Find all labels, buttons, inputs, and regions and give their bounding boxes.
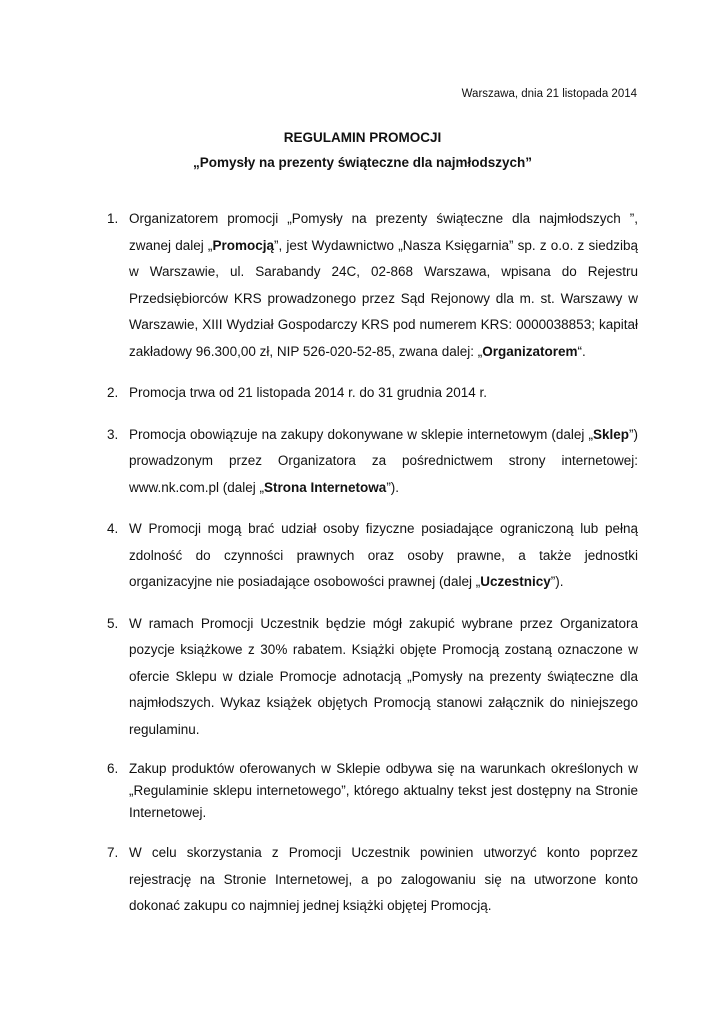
clause-number: 6.: [107, 761, 119, 776]
defined-term-organizator: Organizatorem: [482, 343, 578, 359]
clause-1: [107, 206, 638, 365]
clause-number: 4.: [107, 521, 119, 536]
document-title: REGULAMIN PROMOCJI: [283, 130, 442, 145]
clause-2: [107, 380, 638, 407]
clause-6: [107, 758, 638, 824]
date-line: Warszawa, dnia 21 listopada 2014: [461, 88, 637, 100]
defined-term-promocja: Promocją: [212, 237, 274, 253]
clause-number: 5.: [107, 615, 119, 631]
clause-text: Organizatorem promocji „Pomysły na prezenty świąteczne dla najmłodszych ”, zwanej dalej „: [129, 211, 638, 253]
clause-text: Promocja obowiązuje na zakupy dokonywane w sklepie internetowym (dalej „: [129, 426, 593, 442]
clause-text: W celu skorzystania z Promocji Uczestnik powinien utworzyć konto poprzez rejestrację na Stronie Internetowej, a po zalogowaniu się na utworzone konto dokonać zakupu co najmniej jednej książki objętej Promocją.: [129, 845, 638, 913]
clause-number: 7.: [107, 845, 119, 860]
clause-text: ”) prowadzonym przez Organizatora za pośrednictwem strony internetowej: www.nk.com.pl (dalej „: [129, 426, 638, 495]
clause-text: ”).: [386, 479, 400, 495]
defined-term-uczestnicy: Uczestnicy: [480, 574, 551, 589]
clause-text: Zakup produktów oferowanych w Sklepie odbywa się na warunkach określonych w „Regulaminie sklepu internetowego”, którego aktualny tekst jest dostępny na Stronie Internetowej.: [129, 761, 638, 820]
clause-text: ”, jest Wydawnictwo „Nasza Księgarnia” sp. z o.o. z siedzibą w Warszawie, ul. Sarabandy 24C, 02-868 Warszawa, wpisana do Rejestru Przedsiębiorców KRS prowadzonego przez Sąd Rejonowy dla m. st. Warszawy w Warszawie, XIII Wydział Gospodarczy KRS pod numerem KRS: 0000038853; kapitał zakładowy 96.300,00 zł, NIP 526-020-52-85, zwana dalej: „: [129, 237, 638, 359]
clause-text: Promocja trwa od 21 listopada 2014 r. do 31 grudnia 2014 r.: [129, 385, 487, 400]
clause-text: “.: [577, 343, 586, 359]
defined-term-sklep: Sklep: [592, 426, 629, 442]
clause-text: ”).: [550, 574, 564, 589]
clause-list: [107, 206, 638, 935]
clause-4: [107, 516, 638, 596]
document-subtitle: „Pomysły na prezenty świąteczne dla najmłodszych”: [192, 155, 533, 170]
clause-7: [107, 840, 638, 920]
clause-text: W Promocji mogą brać udział osoby fizyczne posiadające ograniczoną lub pełną zdolność do czynności prawnych oraz osoby prawne, a także jednostki organizacyjne nie posiadające osobowości prawnej (dalej „: [129, 521, 638, 589]
clause-text: W ramach Promocji Uczestnik będzie mógł zakupić wybrane przez Organizatora pozycje książkowe z 30% rabatem. Książki objęte Promocją zostaną oznaczone w ofercie Sklepu w dziale Promocje adnotacją „Pomysły na prezenty świąteczne dla najmłodszych. Wykaz książek objętych Promocją stanowi załącznik do niniejszego regulaminu.: [129, 615, 638, 737]
clause-number: 3.: [107, 426, 119, 442]
clause-number: 1.: [107, 211, 119, 226]
clause-number: 2.: [107, 385, 119, 400]
clause-5: [107, 611, 638, 744]
defined-term-strona-internetowa: Strona Internetowa: [264, 479, 387, 495]
clause-3: [107, 422, 638, 502]
